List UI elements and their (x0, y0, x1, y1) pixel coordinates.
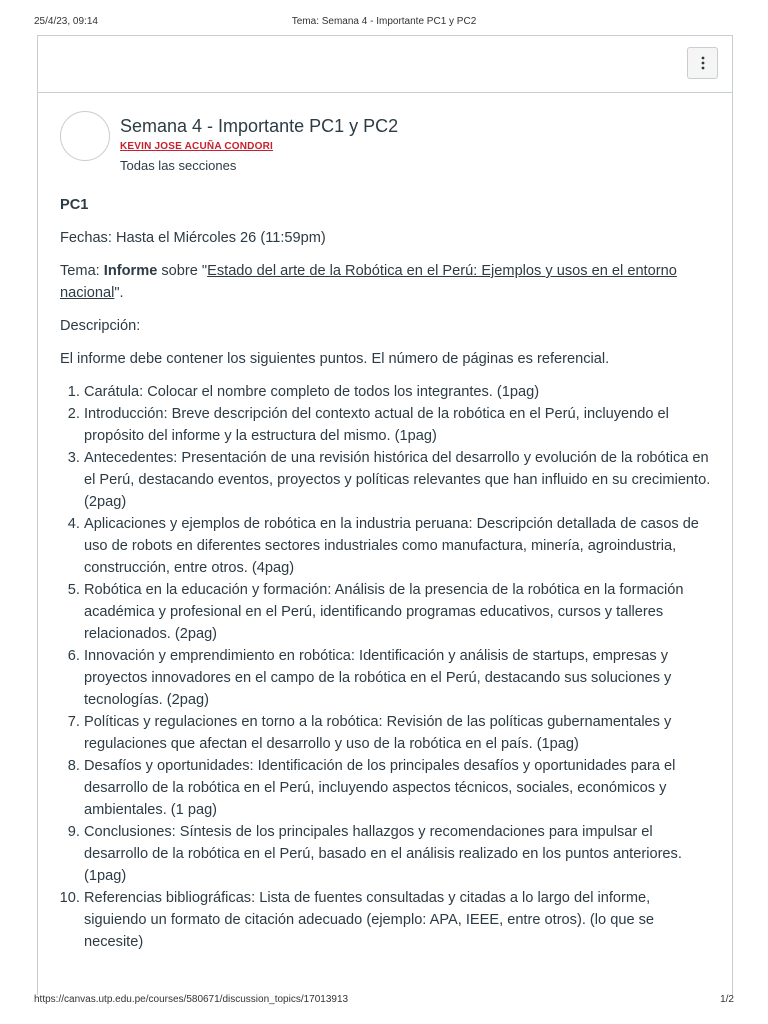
author-link[interactable]: KEVIN JOSE ACUÑA CONDORI (120, 141, 273, 152)
list-item: 6. Innovación y emprendimiento en robótica: Identificación y análisis de startups, empresas y proyectos innovadores en el campo de la robótica en el Perú, destacando sus soluciones y tecnologías. (2pag) (84, 645, 716, 711)
list-item: 7. Políticas y regulaciones en torno a la robótica: Revisión de las políticas gubernamentales y regulaciones que afectan el desarrollo y uso de la robótica en el país. (1pag) (84, 711, 716, 755)
requirements-list (60, 381, 716, 953)
author-avatar[interactable] (60, 111, 110, 161)
tema-suffix: ". (114, 285, 124, 301)
kebab-menu-button[interactable] (687, 47, 718, 79)
intro-text: El informe debe contener los siguientes puntos. El número de páginas es referencial. (60, 351, 610, 367)
list-item: 10. Referencias bibliográficas: Lista de fuentes consultadas y citadas a lo largo del informe, siguiendo un formato de citación adecuado (ejemplo: APA, IEEE, entre otros). (lo que se necesite) (84, 887, 716, 953)
section-heading: PC1 (60, 197, 89, 213)
discussion-body (60, 194, 716, 953)
topic-paragraph (60, 260, 716, 304)
list-item: 4. Aplicaciones y ejemplos de robótica en la industria peruana: Descripción detallada de casos de uso de robots en diferentes sectores industriales como manufactura, minería, agroindustria, construcción, entre otros. (4pag) (84, 513, 716, 579)
description-label: Descripción: (60, 318, 141, 334)
print-header (0, 14, 768, 34)
list-item: 1. Carátula: Colocar el nombre completo de todos los integrantes. (1pag) (84, 381, 716, 403)
discussion-toolbar (38, 36, 732, 93)
print-footer (0, 994, 768, 1010)
list-item: 8. Desafíos y oportunidades: Identificación de los principales desafíos y oportunidades para el desarrollo de la robótica en el Perú, incluyendo aspectos técnicos, sociales, económicos y ambientales. (1 pag) (84, 755, 716, 821)
due-date-text: Fechas: Hasta el Miércoles 26 (11:59pm) (60, 230, 326, 246)
list-item: 3. Antecedentes: Presentación de una revisión histórica del desarrollo y evolución de la robótica en el Perú, destacando eventos, proyectos y políticas relevantes que han influido en su crecimiento. (2pag) (84, 447, 716, 513)
tema-middle: sobre " (157, 263, 208, 279)
list-item: 9. Conclusiones: Síntesis de los principales hallazgos y recomendaciones para impulsar el desarrollo de la robótica en el Perú, basado en el análisis realizado en los puntos anteriores. (1pag) (84, 821, 716, 887)
page-url: https://canvas.utp.edu.pe/courses/580671/discussion_topics/17013913 (34, 994, 349, 1005)
kebab-menu-icon (701, 56, 705, 70)
topic-title: Semana 4 - Importante PC1 y PC2 (120, 116, 399, 136)
page-number: 1/2 (720, 994, 734, 1005)
sections-label: Todas las secciones (120, 158, 237, 173)
list-item: 2. Introducción: Breve descripción del contexto actual de la robótica en el Perú, incluyendo el propósito del informe y la estructura del mismo. (1pag) (84, 403, 716, 447)
tema-prefix: Tema: (60, 263, 104, 279)
list-item: 5. Robótica en la educación y formación: Análisis de la presencia de la robótica en la formación académica y profesional en el Perú, identificando programas educativos, cursos y talleres relacionados. (2pag) (84, 579, 716, 645)
print-date: 25/4/23, 09:14 (34, 16, 98, 27)
print-title: Tema: Semana 4 - Importante PC1 y PC2 (291, 16, 477, 27)
tema-link-text: Estado del arte de la Robótica en el Perú: Ejemplos y usos en el entorno nacional (60, 263, 677, 301)
tema-bold: Informe (103, 263, 158, 279)
